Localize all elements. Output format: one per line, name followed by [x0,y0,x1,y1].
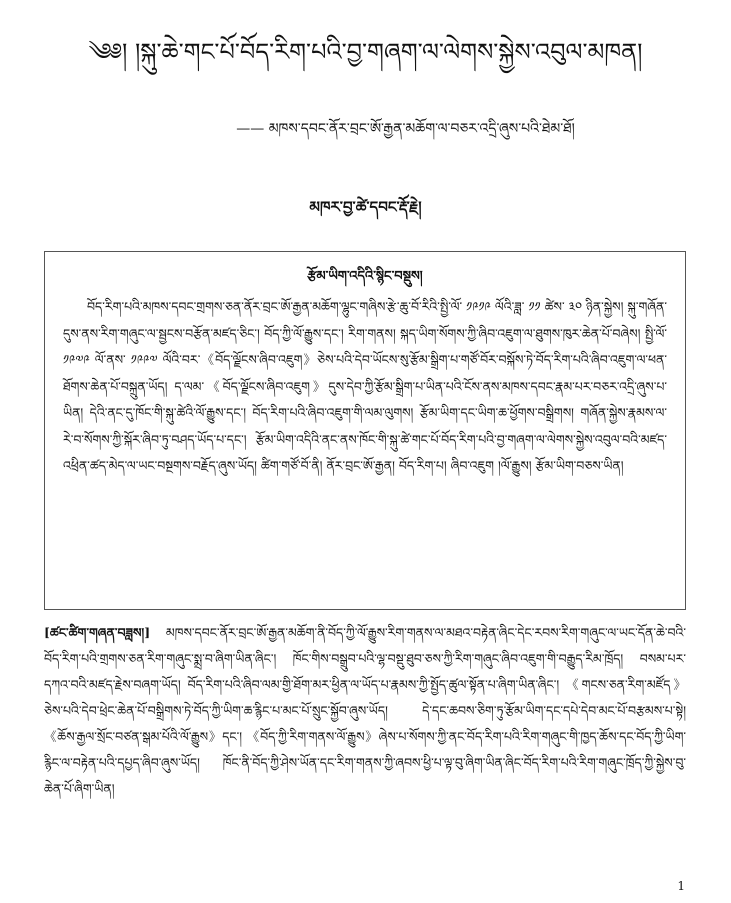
document-subtitle: —— མཁས་དབང་ནོར་བྲང་ཨོ་རྒྱན་མཆོག་ལ་བཅར་འདྲི་ཞུས་པའི་ཐེམ་ཐོ། [236,121,575,137]
main-body: མཁས་དབང་ནོར་བྲང་ཨོ་རྒྱན་མཆོག་ནི་བོད་ཀྱི་ལོ་རྒྱུས་རིག་གནས་ལ་མཐའ་བརྟེན་ཞིང་དེང་རབས་རིག་གཞུང་ལ་ཡང་དོན་ཆེ་བའི་བོད་རིག་པའི་གྲགས་ཅན་རིག་གཞུང་སྨྲ་བ་ཞིག་ཡིན་ཞིང་། ཁོང་གིས་བསྒྲུབ་པའི་ལྷ་བསྡུ་ཐུབ་ཅས་ཀྱི་རིག་གཞུང་ཞིབ་འཇུག་གི་བརྒྱུད་རིམ་ཁྲོད། བསམ་པར་དཀའ་བའི་མཛད་རྗེས་བཞག་ཡོད། བོད་རིག་པའི་ཞིབ་ལམ་གྱི་ཐོག་མར་ཕྱིན་ལ་ཡོད་པ་རྣམས་ཀྱི་སྤྱོད་ཚུལ་སྟོན་པ་ཞིག་ཡིན་ཞིང་། 《གངས་ཅན་རིག་མཛོད》ཅེས་པའི་དེབ་ཕྲེང་ཆེན་པོ་བསྒྲིགས་ཏེ་བོད་ཀྱི་ཡིག་ཆ་རྙིང་པ་མང་པོ་སྲུང་སྐྱོབ་ཞུས་ཡོད། དེ་དང་ཆབས་ཅིག་ཏུ་རྩོམ་ཡིག་དང་དཔེ་དེབ་མང་པོ་བརྩམས་པ་སྟེ། 《ཆོས་རྒྱལ་སྲོང་བཙན་སྒམ་པོའི་ལོ་རྒྱུས》དང་། 《བོད་ཀྱི་རིག་གནས་ལོ་རྒྱུས》ཞེས་པ་སོགས་ཀྱི་ནང་བོད་རིག་པའི་རིག་གཞུང་གི་ཁྱད་ཆོས་དང་བོད་ཀྱི་ཡིག་རྙིང་ལ་བརྟེན་པའི་དཔྱད་ཞིབ་ཞུས་ཡོད། ཁོང་ནི་བོད་ཀྱི་ཤེས་ཡོན་དང་རིག་གནས་ཀྱི་ཞབས་ཕྱི་པ་ལྟ་བུ་ཞིག་ཡིན་ཞིང་བོད་རིག་པའི་རིག་གཞུང་ཁྲོད་ཀྱི་སྐྱེས་བུ་ཆེན་པོ་ཞིག་ཡིན། [44,625,686,796]
document-title: ༄༅། །སྐུ་ཆེ་གང་པོ་བོད་རིག་པའི་བྱ་གཞག་ལ་ལེགས་སྐྱེས་འབུལ་མཁན། [88,38,643,66]
main-text [44,620,686,802]
page-number: 1 [677,879,685,893]
author-name: མཁར་བྱ་ཚེ་དབང་རྡོ་རྗེ། [309,198,422,216]
abstract-body: བོད་རིག་པའི་མཁས་དབང་གྲགས་ཅན་ནོར་བྲང་ཨོ་རྒྱན་མཆོག་ལྷུང་གཞིས་རྩེ་ཆུ་བོ་རིའི་སྤྱི་ལོ་ ༡༩༡༩ ལོའི་ཟླ་ ༡༡ ཚེས་ ༣༠ ཉིན་སྐྱེས། སྐུ་གཞོན་དུས་ནས་རིག་གཞུང་ལ་སྦྱངས་བརྩོན་མཛད་ཅིང་། བོད་ཀྱི་ལོ་རྒྱུས་དང་། རིག་གནས། སྐད་ཡིག་སོགས་ཀྱི་ཞིབ་འཇུག་ལ་ཐུགས་ཁུར་ཆེན་པོ་བཞེས། སྤྱི་ལོ་ ༡༩༧༩ ལོ་ནས་ ༡༩༩༧ ལོའི་བར་《བོད་ལྗོངས་ཞིབ་འཇུག》ཅེས་པའི་དེབ་ཡོངས་སུ་རྩོམ་སྒྲིག་པ་གཙོ་བོར་བསྐོས་ཏེ་བོད་རིག་པའི་ཞིབ་འཇུག་ལ་ཕན་ཐོགས་ཆེན་པོ་བསྐྲུན་ཡོད། ད་ལམ་《བོད་ལྗོངས་ཞིབ་འཇུག》དུས་དེབ་ཀྱི་རྩོམ་སྒྲིག་པ་ཡིན་པའི་ངོས་ནས་མཁས་དབང་རྣམ་པར་བཅར་འདྲི་ཞུས་པ་ཡིན། དེའི་ནང་དུ་ཁོང་གི་སྐུ་ཚེའི་ལོ་རྒྱུས་དང་། བོད་རིག་པའི་ཞིབ་འཇུག་གི་ལམ་ལུགས། རྩོམ་ཡིག་དང་ཡིག་ཆ་ཕྱོགས་བསྒྲིགས། གཞོན་སྐྱེས་རྣམས་ལ་རེ་བ་སོགས་ཀྱི་སྐོར་ཞིབ་ཏུ་བཤད་ཡོད་པ་དང་། རྩོམ་ཡིག་འདིའི་ནང་ནས་ཁོང་གི་སྐུ་ཚེ་གང་པོ་བོད་རིག་པའི་བྱ་གཞག་ལ་ལེགས་སྐྱེས་འབུལ་བའི་མཛད་འཕྲིན་ཚད་མེད་ལ་ཡང་བསྔགས་བརྗོད་ཞུས་ཡོད། ཚིག་གཙོ་བོ་ནི། ནོར་བྲང་ཨོ་རྒྱན། བོད་རིག་པ། ཞིབ་འཇུག །ལོ་རྒྱུས། རྩོམ་ཡིག་བཅས་ཡིན། [63,299,667,473]
abstract-box [44,251,686,610]
main-keyword: [ཚང་ཚིག་གཞན་བཟླས།] [44,625,151,640]
abstract-heading: རྩོམ་ཡིག་འདིའི་སྙིང་བསྡུས། [307,269,423,284]
